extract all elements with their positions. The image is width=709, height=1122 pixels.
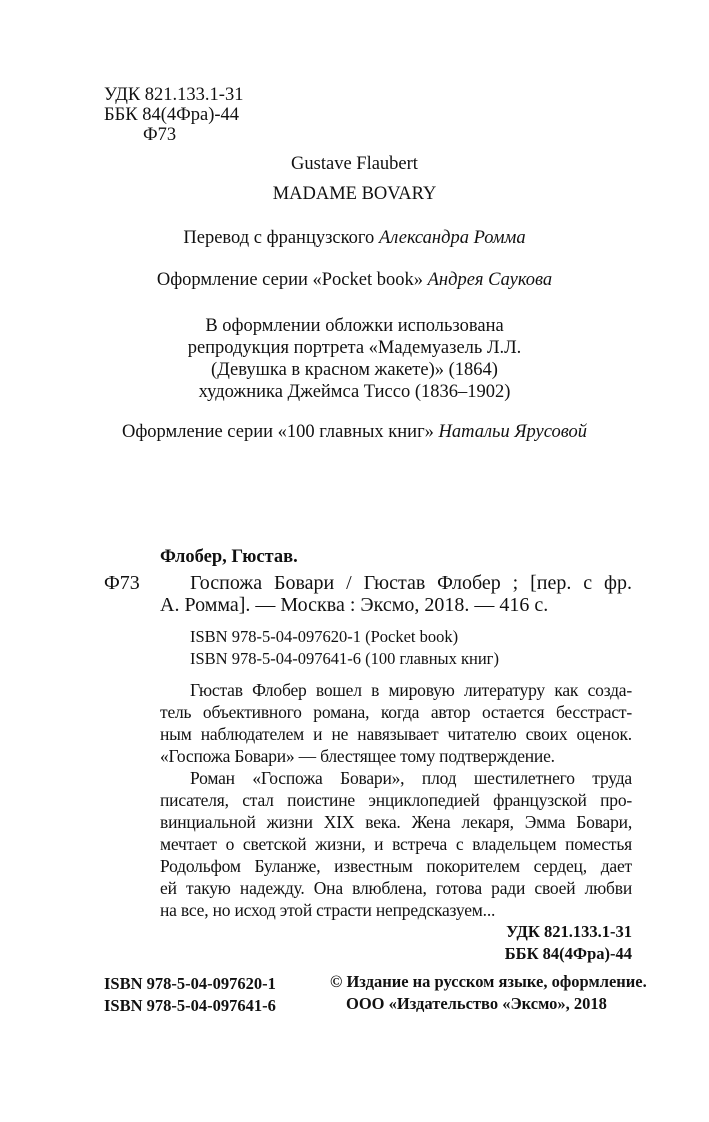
annotation-line: винциальной жизни XIX века. Жена лекаря, Эмма Бовари,	[160, 812, 632, 832]
footer-bbk: ББК 84(4Фра)-44	[504, 944, 632, 963]
pocket-series-prefix: Оформление серии «Pocket book»	[156, 270, 423, 290]
series-100-designer: Натальи Ярусовой	[438, 422, 588, 442]
translation-prefix: Перевод с французского	[183, 228, 375, 248]
original-author: Gustave Flaubert	[291, 154, 418, 174]
cover-line: художника Джеймса Тиссо (1836–1902)	[198, 382, 511, 402]
cover-line: (Девушка в красном жакете)» (1864)	[211, 360, 498, 380]
bbk-code: ББК 84(4Фра)-44	[104, 105, 240, 125]
footer-isbn: ISBN 978-5-04-097641-6	[104, 996, 276, 1015]
catalog-entry-line: Госпожа Бовари / Гюстав Флобер ; [пер. с фр.	[190, 572, 632, 594]
pocket-series-designer: Андрея Саукова	[427, 270, 553, 290]
annotation-line: «Госпожа Бовари» — блестящее тому подтверждение.	[160, 746, 555, 766]
pocket-series-credit	[0, 269, 709, 291]
translation-credit	[0, 227, 709, 249]
catalog-isbn: ISBN 978-5-04-097620-1 (Pocket book)	[190, 627, 459, 646]
footer-isbn: ISBN 978-5-04-097620-1	[104, 974, 276, 993]
catalog-mark: Ф73	[104, 572, 140, 594]
original-title: MADAME BOVARY	[272, 184, 437, 204]
footer-udk: УДК 821.133.1-31	[506, 922, 632, 941]
series-100-credit	[0, 421, 709, 443]
cover-line: В оформлении обложки использована	[205, 316, 504, 336]
annotation-line: мечтает о светской жизни, и встреча с владельцем поместья	[160, 834, 632, 854]
annotation-line: Роман «Госпожа Бовари», плод шестилетнего труда	[190, 768, 632, 788]
annotation-line: Гюстав Флобер вошел в мировую литературу как созда-	[190, 680, 632, 700]
annotation-line: тель объективного романа, когда автор остается бесстраст-	[160, 702, 632, 722]
annotation-line: писателя, стал поистине энциклопедией французской про-	[160, 790, 632, 810]
copyright-line: ООО «Издательство «Эксмо», 2018	[346, 994, 607, 1013]
copyright-line: © Издание на русском языке, оформление.	[330, 972, 647, 991]
annotation-line: на все, но исход этой страсти непредсказуем...	[160, 900, 496, 920]
author-mark: Ф73	[143, 125, 177, 145]
catalog-entry-line: А. Ромма]. — Москва : Эксмо, 2018. — 416 с.	[160, 594, 549, 616]
catalog-heading: Флобер, Гюстав.	[160, 547, 298, 567]
annotation-line: Родольфом Буланже, известным покорителем сердец, дает	[160, 856, 632, 876]
series-100-prefix: Оформление серии «100 главных книг»	[121, 422, 434, 442]
annotation-line: ным наблюдателем и не навязывает читателю своих оценок.	[160, 724, 632, 744]
annotation-line: ей такую надежду. Она влюблена, готова ради своей любви	[160, 878, 632, 898]
translator-name: Александра Ромма	[378, 228, 526, 248]
udk-code: УДК 821.133.1-31	[104, 85, 244, 105]
catalog-isbn: ISBN 978-5-04-097641-6 (100 главных книг)	[190, 649, 499, 668]
cover-line: репродукция портрета «Мадемуазель Л.Л.	[187, 338, 522, 358]
